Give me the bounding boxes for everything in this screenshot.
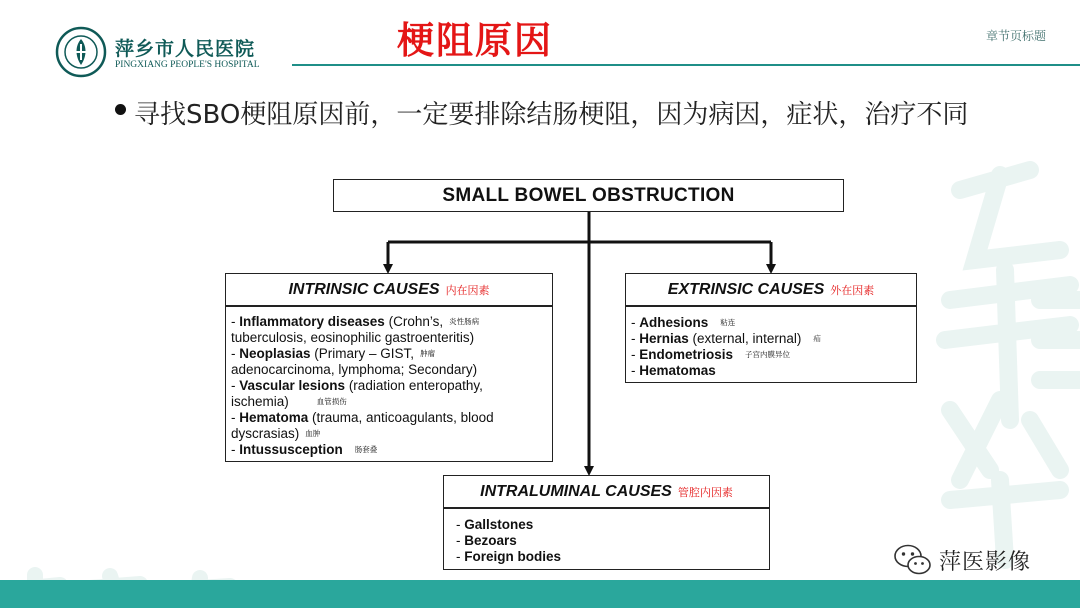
intraluminal-causes-title: INTRALUMINAL CAUSES: [480, 482, 672, 500]
list-item: - Neoplasias (Primary – GIST, 肿瘤 adenocarcinoma, lymphoma; Secondary): [231, 345, 478, 377]
intrinsic-causes-title-cn: 内在因素: [445, 283, 490, 297]
bullet-icon: [115, 104, 126, 115]
list-item: - Adhesions 粘连: [631, 314, 736, 330]
list-item: - Hernias (external, internal) 疝: [631, 330, 821, 346]
intraluminal-causes-box: [443, 475, 770, 570]
hospital-seal-icon: [55, 26, 107, 78]
intrinsic-causes-box: [225, 273, 553, 462]
list-item: - Foreign bodies: [456, 548, 562, 564]
intrinsic-causes-header: [226, 274, 552, 305]
list-item: - Inflammatory diseases (Crohn’s, 炎性肠病 tuberculosis, eosinophilic gastroenteritis): [231, 313, 480, 345]
intrinsic-causes-title: INTRINSIC CAUSES: [288, 280, 440, 298]
intraluminal-causes-header: [444, 476, 769, 507]
extrinsic-causes-title: EXTRINSIC CAUSES: [667, 280, 825, 298]
wechat-icon: [893, 543, 933, 577]
list-item: - Gallstones: [456, 516, 534, 532]
extrinsic-causes-title-cn: 外在因素: [830, 283, 875, 297]
intraluminal-causes-title-cn: 管腔内因素: [677, 485, 733, 499]
extrinsic-causes-list: [626, 307, 916, 379]
list-item: - Hematomas: [631, 362, 716, 378]
hospital-logo-block: [55, 26, 295, 82]
diagram-root-box: [333, 179, 844, 212]
intraluminal-causes-list: [444, 509, 769, 565]
extrinsic-causes-header: [626, 274, 916, 305]
list-item: - Endometriosis 子宫内膜异位: [631, 346, 791, 362]
extrinsic-causes-box: [625, 273, 917, 383]
footer-band: [0, 580, 1080, 608]
list-item: - Hematoma (trauma, anticoagulants, blood dyscrasias) 血肿: [231, 409, 494, 441]
diagram-root-title: SMALL BOWEL OBSTRUCTION: [442, 184, 735, 206]
hospital-name-en: PINGXIANG PEOPLE'S HOSPITAL: [115, 60, 260, 70]
list-item: - Bezoars: [456, 532, 517, 548]
chapter-label: 章节页标题: [986, 29, 1047, 43]
watermark: [893, 543, 1031, 577]
intrinsic-causes-list: [226, 307, 552, 458]
watermark-text: 萍医影像: [939, 549, 1032, 575]
page-title: 梗阻原因: [397, 19, 553, 62]
list-item: - Vascular lesions (radiation enteropathy, ischemia) 血管损伤: [231, 377, 483, 409]
hospital-name-cn: 萍乡市人民医院: [115, 38, 256, 60]
bullet-text: 寻找SBO梗阻原因前，一定要排除结肠梗阻，因为病因，症状，治疗不同: [134, 100, 969, 130]
header-divider: [292, 64, 1080, 66]
list-item: - Intussusception 肠套叠: [231, 441, 378, 457]
